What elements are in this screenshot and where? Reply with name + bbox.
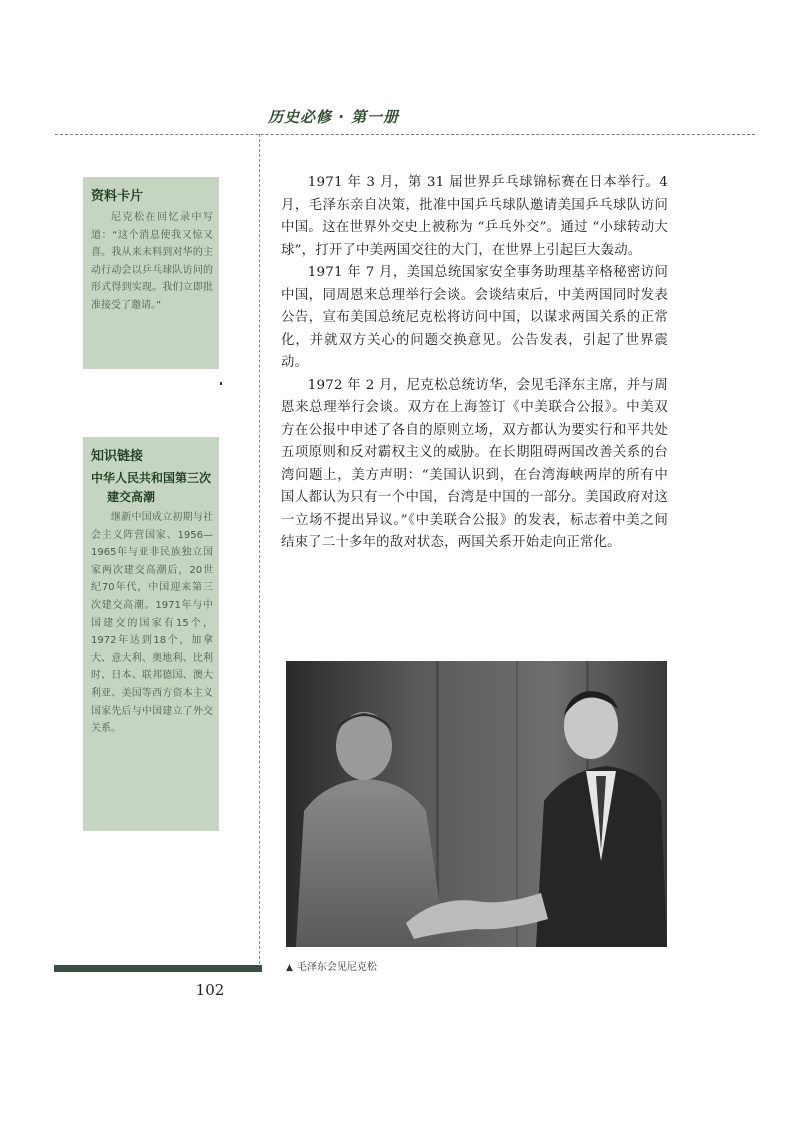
card-body: 尼克松在回忆录中写道：“这个消息使我又惊又喜。我从来未料到对华的主动行动会以乒乓球队访问的形式得到实现。我们立即批准接受了邀请。” bbox=[91, 212, 213, 311]
photo-caption bbox=[286, 958, 377, 973]
header-title: 历史必修 · 第一册 bbox=[268, 108, 400, 126]
sidebar-card-reference bbox=[83, 177, 219, 369]
footer-bar bbox=[54, 965, 262, 972]
caption-triangle-icon: ▲ bbox=[286, 963, 293, 973]
sidebar-card-knowledge-link bbox=[83, 437, 219, 831]
card-label: 资料卡片 bbox=[91, 189, 144, 204]
page-number: 102 bbox=[195, 981, 225, 999]
historical-photo bbox=[286, 661, 667, 947]
photo-illustration bbox=[286, 661, 667, 947]
card-body: 继新中国成立初期与社会主义阵营国家、1956—1965年与亚非民族独立国家两次建交高潮后，20世纪70年代，中国迎来第三次建交高潮。1971年与中国建交的国家有15个，1972年达到18个，加拿大、意大利、奥地利、比利时、日本、联邦德国、澳大利亚、美国等西方资本主义国家先后与中国建立了外交关系。 bbox=[91, 512, 213, 735]
card-subtitle bbox=[91, 469, 213, 507]
card-subtitle-line: 中华人民共和国第三次 bbox=[91, 471, 212, 485]
card-subtitle-line: 建交高潮 bbox=[107, 490, 156, 504]
header-divider bbox=[55, 134, 755, 135]
paragraph: 1971 年 7 月，美国总统国家安全事务助理基辛格秘密访问中国，同周恩来总理举行会谈。会谈结束后，中美两国同时发表公告，宣布美国总统尼克松将访问中国，以谋求两国关系的正常化，并就双方关心的问题交换意见。公告发表，引起了世界震动。 bbox=[281, 265, 668, 370]
paragraph: 1972 年 2 月，尼克松总统访华，会见毛泽东主席，并与周恩来总理举行会谈。双方在上海签订《中美联合公报》。中美双方在公报中申述了各自的原则立场，双方都认为要实行和平共处五项原则和反对霸权主义的威胁。在长期阻碍两国改善关系的台湾问题上，美方声明：“美国认识到，在台湾海峡两岸的所有中国人都认为只有一个中国，台湾是中国的一部分。美国政府对这一立场不提出异议。”《中美联合公报》的发表，标志着中美之间结束了二十多年的敌对状态，两国关系开始走向正常化。 bbox=[281, 377, 668, 550]
main-text bbox=[281, 172, 668, 555]
caption-text: 毛泽东会见尼克松 bbox=[296, 962, 377, 973]
paragraph: 1971 年 3 月，第 31 届世界乒乓球锦标赛在日本举行。4 月，毛泽东亲自决策，批准中国乒乓球队邀请美国乒乓球队访问中国。这在世界外交史上被称为 “乒乓外交”。通过 “小球转动大球”，打开了中美两国交往的大门，在世界上引起巨大轰动。 bbox=[281, 175, 668, 258]
stray-mark bbox=[220, 382, 222, 385]
card-label: 知识链接 bbox=[91, 449, 144, 464]
column-divider bbox=[259, 134, 260, 964]
